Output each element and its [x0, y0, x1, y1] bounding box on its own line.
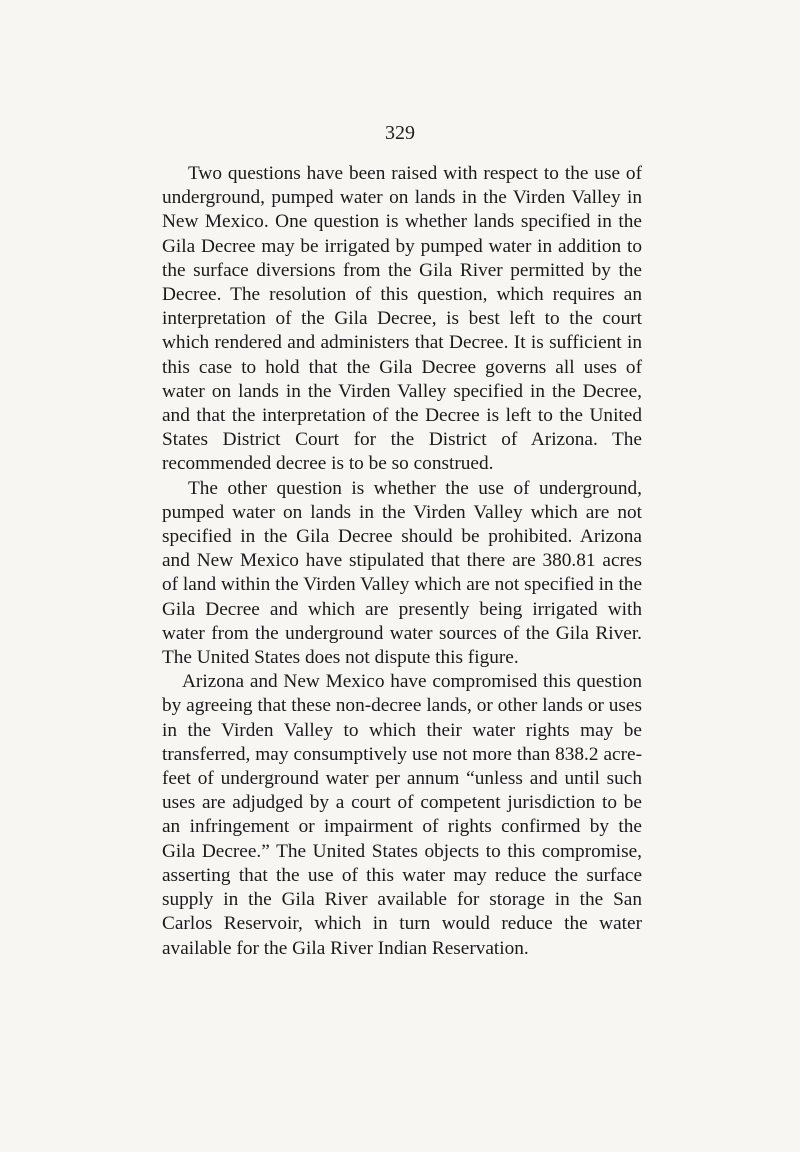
page-number: 329: [385, 122, 415, 144]
paragraph-2: The other question is whether the use of underground, pumped water on lands in the Virden Valley which are not specified in the Gila Decree should be prohibited. Arizona and New Mexico have stipulated that there are 380.81 acres of land within the Virden Valley which are not specified in the Gila Decree and which are presently being irrigated with water from the underground water sources of the Gila River. The United States does not dispute this figure.: [162, 477, 642, 669]
paragraph-1: Two questions have been raised with respect to the use of underground, pumped water on lands in the Virden Valley in New Mexico. One question is whether lands specified in the Gila Decree may be irrigated by pumped water in addition to the surface diversions from the Gila River permitted by the Decree. The resolution of this question, which requires an interpretation of the Gila Decree, is best left to the court which rendered and administers that Decree. It is sufficient in this case to hold that the Gila Decree governs all uses of water on lands in the Virden Valley specified in the Decree, and that the interpretation of the Decree is left to the United States District Court for the District of Arizona. The recommended decree is to be so construed.: [162, 163, 642, 475]
body-text: [162, 162, 642, 961]
paragraph-3: Arizona and New Mexico have compromised this question by agreeing that these non-decree lands, or other lands or uses in the Virden Valley to which their water rights may be transferred, may consumptively use not more than 838.2 acre-feet of underground water per annum “unless and until such uses are adjudged by a court of competent jurisdiction to be an infringement or impairment of rights confirmed by the Gila Decree.” The United States objects to this compromise, asserting that the use of this water may reduce the surface supply in the Gila River available for storage in the San Carlos Reservoir, which in turn would reduce the water available for the Gila River Indian Reservation.: [162, 671, 642, 959]
